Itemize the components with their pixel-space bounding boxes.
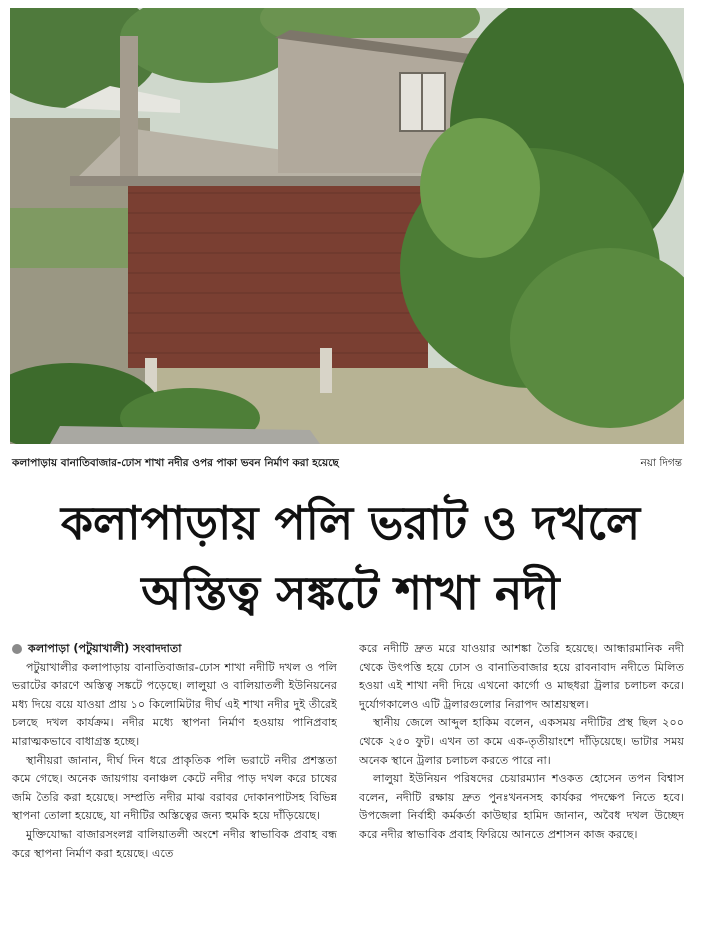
paragraph: করে নদীটি দ্রুত মরে যাওয়ার আশঙ্কা তৈরি হয়েছে। আন্ধারমানিক নদী থেকে উৎপত্তি হয়ে ঢোস ও বানাতিবাজার হয়ে রাবনাবাদ নদীতে মিলিত হওয়া এই শাখা নদী দিয়ে এখনো কার্গো ও মাছধরা ট্রলার চলাচল করে। দুর্যোগকালেও এটি ট্রলারগুলোর নিরাপদ আশ্রয়স্থল। xyxy=(359,642,684,711)
paragraph: মুক্তিযোদ্ধা বাজারসংলগ্ন বালিয়াতলী অংশে নদীর স্বাভাবিক প্রবাহ বন্ধ করে স্থাপনা নির্মাণ করা হয়েছে। এতে xyxy=(12,827,337,860)
bullet-icon xyxy=(12,644,22,654)
paragraph: লালুয়া ইউনিয়ন পরিষদের চেয়ারম্যান শওকত হোসেন তপন বিশ্বাস বলেন, নদীটি রক্ষায় দ্রুত পুনঃখননসহ কার্যকর পদক্ষেপ নিতে হবে। উপজেলা নির্বাহী কর্মকর্তা কাউছার হামিদ জানান, অবৈধ দখল উচ্ছেদ করে নদীর স্বাভাবিক প্রবাহ ফিরিয়ে আনতে প্রশাসন কাজ করছে। xyxy=(359,772,684,841)
headline-line-1: কলাপাড়ায় পলি ভরাট ও দখলে xyxy=(60,496,641,550)
photo-caption: কলাপাড়ায় বানাতিবাজার-ঢোস শাখা নদীর ওপর পাকা ভবন নির্মাণ করা হয়েছে xyxy=(12,457,339,469)
article-column-right xyxy=(359,640,684,925)
article-body xyxy=(12,640,684,925)
paragraph: পটুয়াখালীর কলাপাড়ায় বানাতিবাজার-ঢোস শাখা নদীটি দখল ও পলি ভরাটের কারণে অস্তিত্ব সঙ্কটে পড়েছে। লালুয়া ও বালিয়াতলী ইউনিয়নের মধ্য দিয়ে বয়ে যাওয়া প্রায় ১০ কিলোমিটার দীর্ঘ এই শাখা নদীর দুই তীরেই চলছে দখল কার্যক্রম। নদীর মধ্যে স্থাপনা নির্মাণ হওয়ায় পানিপ্রবাহ মারাত্মকভাবে বাধাগ্রস্ত হচ্ছে। xyxy=(12,660,337,748)
article-column-left xyxy=(12,640,337,925)
byline xyxy=(12,640,337,659)
news-photo xyxy=(10,8,684,444)
photo-caption-row xyxy=(12,456,682,474)
photo-credit: নয়া দিগন্ত xyxy=(640,457,682,469)
headline-line-2: অস্তিত্ব সঙ্কটে শাখা নদী xyxy=(141,566,560,620)
brick-building-on-river-photo xyxy=(10,8,684,444)
paragraph: স্থানীয় জেলে আব্দুল হাকিম বলেন, একসময় নদীটির প্রস্থ ছিল ২০০ থেকে ২৫০ ফুট। এখন তা কমে এক-তৃতীয়াংশে দাঁড়িয়েছে। ভাটার সময় অনেক স্থানে ট্রলার চলাচল করতে পারে না। xyxy=(359,716,684,767)
paragraph: স্থানীয়রা জানান, দীর্ঘ দিন ধরে প্রাকৃতিক পলি ভরাটে নদীর প্রশস্ততা কমে গেছে। অনেক জায়গায় বনাঞ্চল কেটে নদীর পাড় দখল করে চাষের জমি তৈরি করা হয়েছে। সম্প্রতি নদীর মাঝ বরাবর দোকানপাটসহ বিভিন্ন স্থাপনা তোলা হয়েছে, যা নদীটির অস্তিত্বের জন্য হুমকি হয়ে দাঁড়িয়েছে। xyxy=(12,753,337,823)
byline-text: কলাপাড়া (পটুয়াখালী) সংবাদদাতা xyxy=(28,642,182,655)
